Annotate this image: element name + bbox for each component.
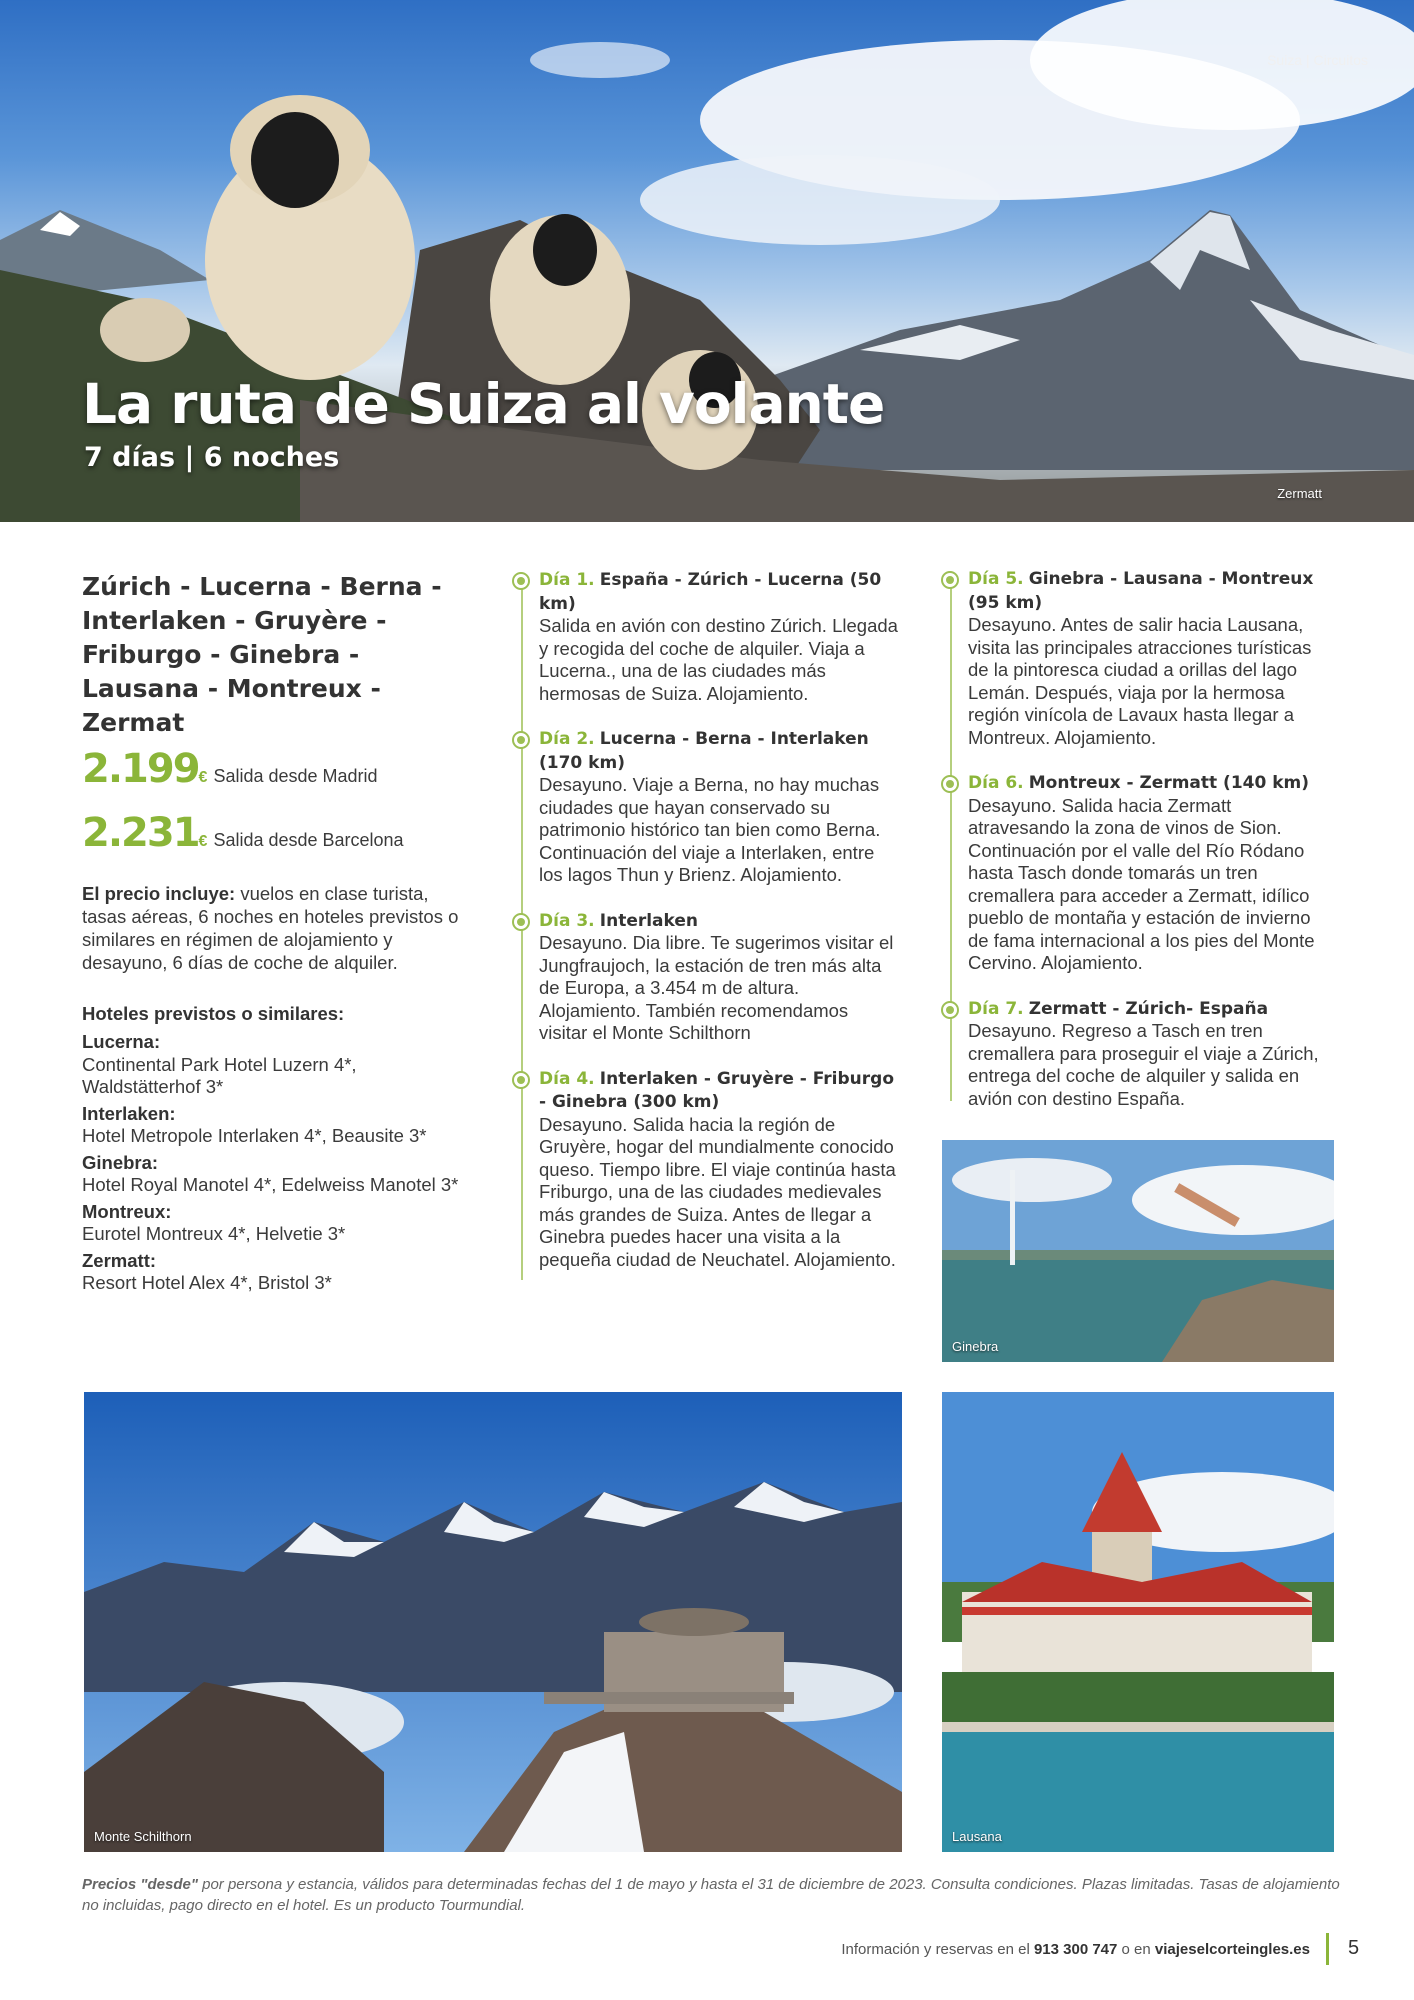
page-number: 5 [1348,1937,1360,1959]
hero-photo-caption: Zermatt [1277,486,1322,501]
day-number: Día 5. [968,569,1024,589]
hotel-names: Eurotel Montreux 4*, Helvetie 3* [82,1223,346,1244]
hotel-city: Interlaken: [82,1102,176,1124]
day-title: Lucerna - Berna - Interlaken (170 km) [539,729,869,773]
footnote-bold: Precios "desde" [82,1876,198,1893]
price-amount: 2.231 [82,810,199,856]
itinerary-day [521,727,901,887]
includes-text: vuelos en clase turista, tasas aéreas, 6 noches en hoteles previstos o similares en régimen de alojamiento y desayuno, 6 días de coche de alquiler. [82,883,459,973]
timeline-dot-icon [941,1001,959,1019]
day-number: Día 4. [539,1068,595,1089]
phone-number[interactable]: 913 300 747 [1033,1941,1118,1958]
price-madrid [82,746,378,792]
day-description: Salida en avión con destino Zúrich. Llegada y recogida del coche de alquiler. Viaja a Lucerna., una de las ciudades más hermosas de Suiza. Alojamiento. [539,615,898,704]
day-title: Ginebra - Lausana - Montreux (95 km) [968,569,1314,613]
itinerary-column-1 [521,568,901,1280]
timeline-dot-icon [512,731,530,749]
day-description: Desayuno. Dia libre. Te sugerimos visitar el Jungfraujoch, la estación de tren más alta de Europa, a 3.454 m de altura. Alojamiento. También recomendamos visitar el Monte Schilthorn [539,932,894,1043]
itinerary-day [950,567,1330,749]
day-title: Montreux - Zermatt (140 km) [1028,773,1310,793]
ginebra-image [942,1140,1334,1362]
itinerary-day [521,1067,901,1272]
itinerary-column-2 [950,567,1330,1109]
day-description: Desayuno. Viaje a Berna, no hay muchas ciudades que hayan conservado su patrimonio histórico tan bien como Berna. Continuación del viaje a Interlaken, entre los lagos Thun y Brienz. Alojamiento. [539,774,881,885]
day-title: Interlaken - Gruyère - Friburgo - Ginebra (300 km) [539,1068,895,1112]
footer-divider [1326,1933,1329,1965]
day-number: Día 7. [968,998,1024,1019]
hero-banner [0,0,1414,522]
timeline-dot-icon [512,1071,530,1089]
day-number: Día 1. [539,570,595,590]
day-title: Zermatt - Zúrich- España [1028,998,1269,1019]
footer-middle: o en [1117,1941,1155,1958]
timeline-dot-icon [512,572,530,590]
itinerary-day [521,909,901,1045]
photo-caption: Lausana [952,1829,1002,1844]
hotel-city: Montreux: [82,1200,172,1222]
photo-caption: Ginebra [952,1339,999,1354]
price-footnote [82,1874,1342,1916]
hotel-names: Resort Hotel Alex 4*, Bristol 3* [82,1272,332,1293]
hotel-names: Continental Park Hotel Luzern 4*, Waldstätterhof 3* [82,1053,357,1097]
day-number: Día 3. [539,910,595,931]
itinerary-day [950,771,1330,975]
photo-lausana [942,1392,1334,1852]
itinerary-day [950,997,1330,1111]
section-tag: Suiza | Circuitos [1267,52,1368,68]
schilthorn-image [84,1392,902,1852]
includes-label: El precio incluye: [82,883,236,904]
price-label: Salida desde Madrid [213,766,378,786]
day-description: Desayuno. Regreso a Tasch en tren cremallera para proseguir el viaje a Zúrich, entrega del coche de alquiler y salida en avión con destino España. [968,1020,1319,1109]
trip-duration: 7 días | 6 noches [84,442,340,473]
price-barcelona [82,810,404,856]
price-amount: 2.199 [82,746,199,792]
hotels-title: Hoteles previstos o similares: [82,1003,345,1024]
hotel-city: Lucerna: [82,1031,161,1052]
photo-caption: Monte Schilthorn [94,1829,192,1844]
price-includes [82,882,472,974]
timeline-dot-icon [512,913,530,931]
day-description: Desayuno. Salida hacia la región de Gruyère, hogar del mundialmente conocido queso. Tiempo libre. El viaje continúa hasta Friburgo, una de las ciudades medievales más grandes de Suiza. Antes de llegar a Ginebra puedes hacer una visita a la pequeña ciudad de Neuchatel. Alojamiento. [539,1113,896,1270]
website-link[interactable]: viajeselcorteingles.es [1154,1941,1310,1958]
day-number: Día 2. [539,729,595,749]
price-currency: € [198,833,208,850]
lausana-image [942,1392,1334,1852]
price-currency: € [198,769,208,786]
footnote-text: por persona y estancia, válidos para determinadas fechas del 1 de mayo y hasta el 31 de diciembre de 2023. Consulta condiciones. Plazas limitadas. Tasas de alojamiento no incluidas, pago directo en el hotel. Es un producto Tourmundial. [82,1876,1340,1914]
timeline-dot-icon [941,775,959,793]
hotel-names: Hotel Metropole Interlaken 4*, Beausite 3* [82,1125,427,1146]
day-title: Interlaken [599,910,699,931]
hotel-names: Hotel Royal Manotel 4*, Edelweiss Manotel 3* [82,1174,459,1195]
itinerary-day [521,568,901,705]
contact-footer [841,1941,1310,1958]
hotel-city: Ginebra: [82,1151,159,1173]
day-description: Desayuno. Salida hacia Zermatt atravesando la zona de vinos de Sion. Continuación por el valle del Río Ródano hasta Tasch donde tomarás un tren cremallera para acceder a Zermatt, idílico pueblo de montaña y estación de invierno de fama internacional a los pies del Monte Cervino. Alojamiento. [968,794,1315,973]
page-title: La ruta de Suiza al volante [82,372,885,436]
hotels-list [82,1031,472,1299]
photo-schilthorn [84,1392,902,1852]
footer-prefix: Información y reservas en el [841,1941,1034,1958]
day-title: España - Zúrich - Lucerna (50 km) [539,570,882,614]
timeline-dot-icon [941,571,959,589]
photo-ginebra [942,1140,1334,1362]
price-label: Salida desde Barcelona [213,830,404,850]
hotel-city: Zermatt: [82,1249,157,1271]
day-description: Desayuno. Antes de salir hacia Lausana, visita las principales atracciones turísticas de la pintoresca ciudad a orillas del lago Lemán. Después, viaja por la hermosa región vinícola de Lavaux hasta llegar a Montreux. Alojamiento. [968,614,1312,748]
route-heading: Zúrich - Lucerna - Berna - Interlaken - Gruyère - Friburgo - Ginebra - Lausana - Montreux - Zermat [82,572,442,737]
day-number: Día 6. [968,773,1024,793]
